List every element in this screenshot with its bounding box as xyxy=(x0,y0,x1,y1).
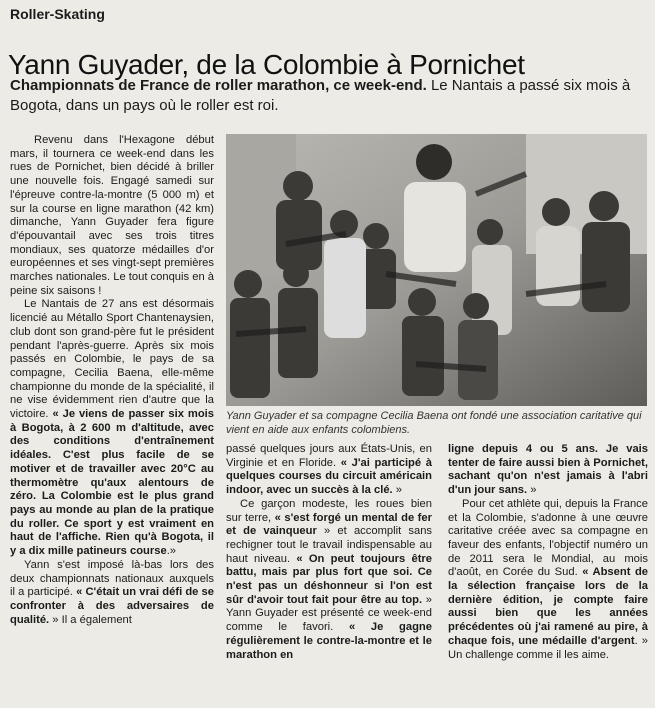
paragraph xyxy=(226,498,432,662)
quote-run: « Absent de la sélection française lors de la dernière édition, je compte faire aussi bien que les années précédentes où j'ai ramené au pire, à chaque fois, une médaille d'argent xyxy=(448,566,648,647)
paragraph: Revenu dans l'Hexagone début mars, il tournera ce week-end dans les rues de Pornichet, bien décidé à briller une nouvelle fois. Engagé samedi sur l'épreuve contre-la-montre (5 000 m) et sur la course en ligne marathon (42 km) dimanche, Yann Guyader fera figure d'épouvantail avec ses trois titres mondiaux, ses quatorze médailles d'or européennes et ses vingt-sept premières marches nationales. Le tout conquis en à peine six saisons ! xyxy=(10,134,214,297)
photo-caption: Yann Guyader et sa compagne Cecilia Baena ont fondé une association caritative qui vient en aide aux enfants colombiens. xyxy=(226,410,642,436)
article-column-2 xyxy=(226,443,432,662)
quote-run: « J'ai participé à quelques courses du circuit américain indoor, avec un succès à la clé. xyxy=(226,456,432,497)
article-lead xyxy=(10,76,650,116)
paragraph xyxy=(448,498,648,662)
text-run: Le Nantais de 27 ans est désormais licencié au Métallo Sport Chantenaysien, club dont son grand-père fut le président pendant l'après-guerre. Après six mois passés en Colombie, le pays de sa compagne, Cecilia Baena, elle-même championne du monde de la spécialité, il ne vise évidemment rien d'autre que la victoire. xyxy=(10,298,214,421)
text-run: » xyxy=(527,484,537,497)
paragraph xyxy=(226,443,432,498)
article-headline: Yann Guyader, de la Colombie à Pornichet xyxy=(8,48,525,80)
text-run: . » Un challenge comme il les aime. xyxy=(448,634,648,661)
paragraph xyxy=(10,559,214,628)
text-run: » xyxy=(392,484,402,497)
text-run: » Il a également xyxy=(49,613,132,626)
quote-run: ligne depuis 4 ou 5 ans. Je vais tenter de faire aussi bien à Pornichet, sachant qu'on n'est jamais à l'abri d'un jour sans. xyxy=(448,443,648,497)
quote-run: « Je viens de passer six mois à Bogota, à 2 600 m d'altitude, avec des conditions d'entraînement idéales. C'est plus facile de se motiver et de travailler avec 20°C au thermomètre qu'aux alentours de zéro. La Colombie est le plus grand pays au monde au plan de la pratique du roller. Ce sport y est vraiment en haut de l'affiche. Rien qu'à Bogota, il y a dix mille patineurs course xyxy=(10,408,215,558)
article-column-1 xyxy=(10,134,214,627)
paragraph xyxy=(448,443,648,498)
text-run: » Yann Guyader est présenté ce week-end comme le favori. xyxy=(226,593,432,634)
text-run: » et accomplit sans rechigner tout le travail indispensable au haut niveau. xyxy=(226,525,433,565)
photo-illustration xyxy=(226,134,647,406)
text-run: .» xyxy=(166,545,177,558)
lead-normal: Le Nantais a passé six mois à Bogota, dans un pays où le roller est roi. xyxy=(10,77,631,114)
quote-run: « On peut toujours être battu, mais par plus fort que soi. Ce n'est pas un déshonneur si l'on est sûr d'avoir tout fait pour être au top. xyxy=(226,552,432,606)
article-photo xyxy=(226,134,647,406)
quote-run: « C'était un vrai défi de se confronter à des adversaires de qualité. xyxy=(10,586,215,626)
paragraph xyxy=(10,298,214,558)
quote-run: « s'est forgé un mental de fer et de vainqueur xyxy=(226,511,432,538)
text-run: Pour cet athlète qui, depuis la France et la Colombie, s'adonne à une œuvre caritative créée avec sa compagne en faveur des enfants, l'objectif numéro un de 2011 sera le Mondial, au mois d'août, en Corée du Sud. xyxy=(448,497,648,579)
quote-run: « Je gagne régulièrement le contre-la-montre et le marathon en xyxy=(226,621,432,661)
text-run: Yann s'est imposé là-bas lors des deux championnats nationaux auxquels il a participé. xyxy=(10,558,214,599)
section-rubric: Roller-Skating xyxy=(10,6,105,22)
lead-bold: Championnats de France de roller marathon, ce week-end. xyxy=(10,77,427,94)
text-run: passé quelques jours aux États-Unis, en Virginie et en Floride. xyxy=(226,443,432,469)
text-run: Ce garçon modeste, les roues bien sur terre, xyxy=(226,497,432,524)
article-column-3 xyxy=(448,443,648,662)
